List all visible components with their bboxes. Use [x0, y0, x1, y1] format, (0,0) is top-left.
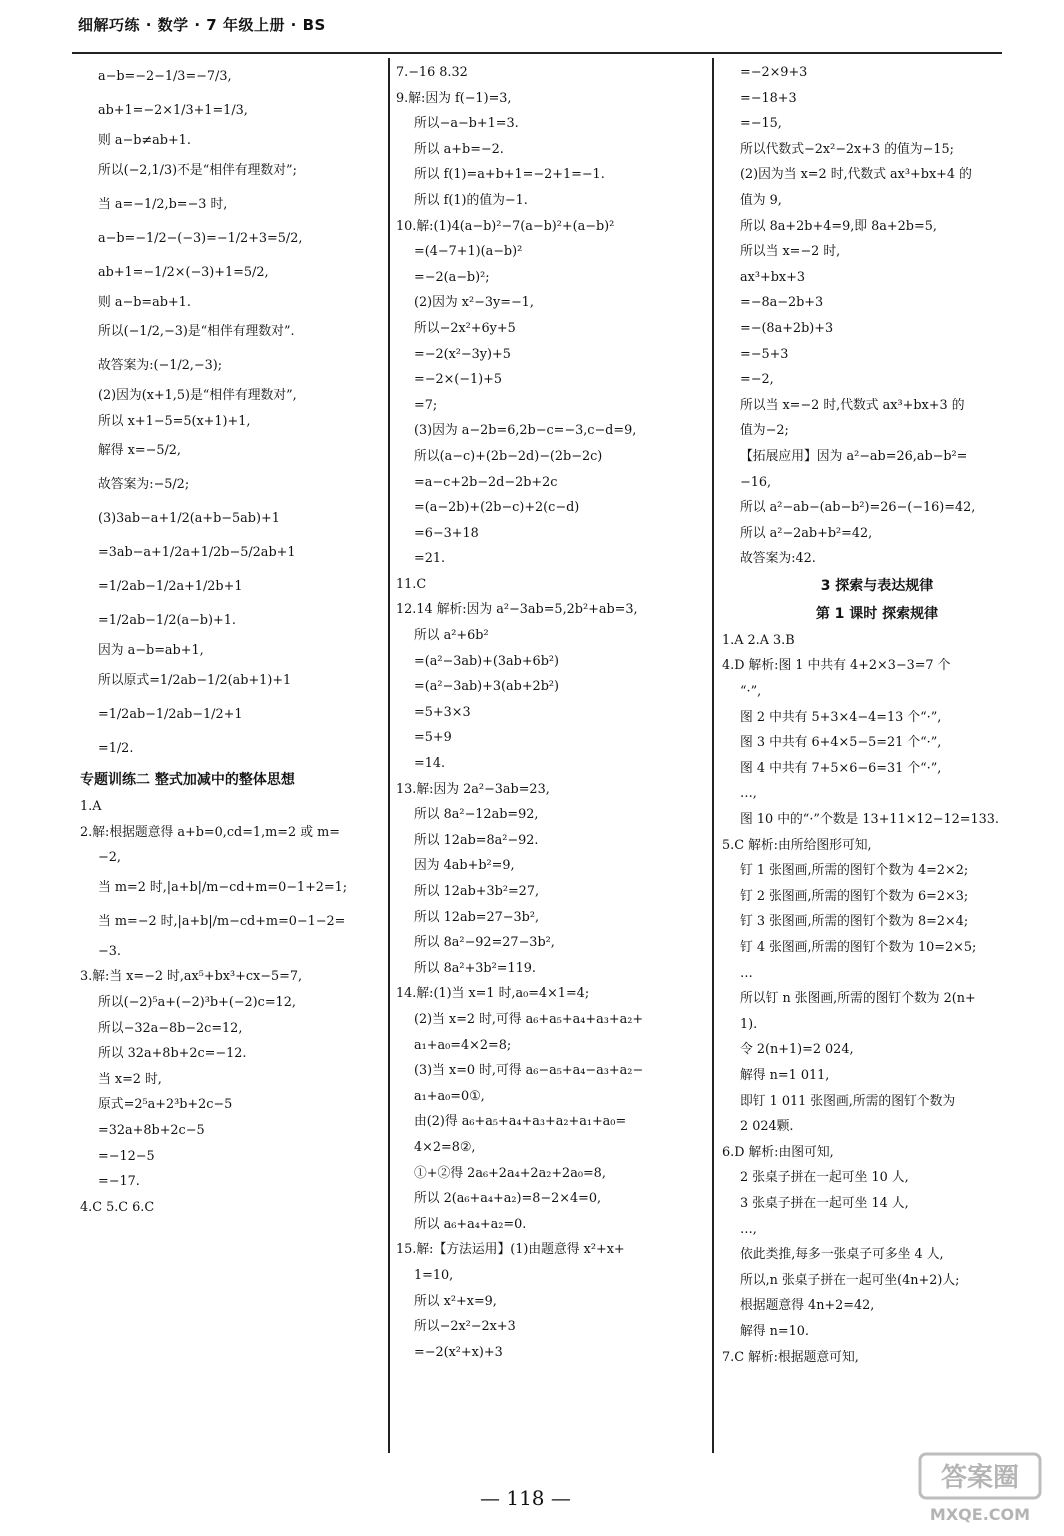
text-line: =a−c+2b−2d−2b+2c: [414, 474, 558, 490]
text-line: a₁+a₀=0①,: [414, 1088, 485, 1104]
text-line: 由(2)得 a₆+a₅+a₄+a₃+a₂+a₁+a₀=: [414, 1114, 627, 1130]
text-line: …,: [740, 786, 757, 802]
text-line: 钉 2 张图画,所需的图钉个数为 6=2×3;: [740, 888, 969, 904]
section-heading: 专题训练二 整式加减中的整体思想: [80, 771, 295, 788]
text-line: 解得 n=1 011,: [740, 1067, 830, 1083]
text-line: 3.解:当 x=−2 时,ax⁵+bx³+cx−5=7,: [80, 969, 303, 985]
text-line: a₁+a₀=4×2=8;: [414, 1037, 512, 1053]
text-line: =1/2ab−1/2a+1/2b+1: [98, 579, 243, 595]
text-line: 所以钉 n 张图画,所需的图钉个数为 2(n+: [740, 991, 976, 1007]
column-divider: [712, 58, 714, 1453]
text-line: 所以−2x²−2x+3: [414, 1319, 516, 1335]
text-line: −16,: [740, 474, 772, 490]
text-line: 钉 4 张图画,所需的图钉个数为 10=2×5;: [740, 940, 977, 955]
text-line: 3 张桌子拼在一起可坐 14 人,: [740, 1195, 909, 1211]
text-line: (3)因为 a−2b=6,2b−c=−3,c−d=9,: [414, 423, 637, 439]
text-line: =21.: [414, 551, 446, 567]
text-line: 所以−2x²+6y+5: [414, 320, 516, 336]
text-line: 当 m=2 时,|a+b|/m−cd+m=0−1+2=1;: [98, 879, 348, 895]
text-line: ①+②得 2a₆+2a₄+2a₂+2a₀=8,: [414, 1165, 606, 1181]
text-line: 所以 32a+8b+2c=−12.: [98, 1046, 247, 1062]
text-line: 5.C 解析:由所给图形可知,: [722, 837, 872, 853]
svg-text:答案圈: 答案圈: [940, 1463, 1020, 1493]
text-line: =−17.: [98, 1174, 140, 1190]
text-line: −3.: [98, 943, 121, 959]
text-line: =3ab−a+1/2a+1/2b−5/2ab+1: [98, 545, 296, 561]
text-line: 所以 f(1)=a+b+1=−2+1=−1.: [414, 167, 605, 183]
text-line: 故答案为:−5/2;: [98, 477, 190, 493]
text-line: 2 024颗.: [740, 1119, 794, 1135]
text-line: 所以 a₆+a₄+a₂=0.: [414, 1216, 527, 1232]
text-line: =−2(x²−3y)+5: [414, 346, 511, 362]
text-line: 所以−32a−8b−2c=12,: [98, 1020, 243, 1036]
text-line: 所以 8a²−12ab=92,: [414, 807, 539, 823]
text-line: 所以−a−b+1=3.: [414, 116, 519, 132]
text-line: 13.解:因为 2a²−3ab=23,: [396, 781, 550, 797]
text-line: (2)因为(x+1,5)是“相伴有理数对”,: [98, 388, 297, 404]
text-line: 7.C 解析:根据题意可知,: [722, 1349, 859, 1365]
text-line: 15.解:【方法运用】(1)由题意得 x²+x+: [396, 1242, 625, 1258]
text-line: 当 x=2 时,: [98, 1071, 162, 1087]
text-line: 值为 9,: [740, 192, 782, 208]
svg-text:MXQE.COM: MXQE.COM: [929, 1505, 1031, 1524]
text-line: 11.C: [396, 576, 427, 592]
text-line: 钉 3 张图画,所需的图钉个数为 8=2×4;: [740, 914, 969, 930]
text-line: =6−3+18: [414, 525, 479, 541]
text-line: 所以 a²+6b²: [414, 628, 489, 644]
text-line: 所以 8a²−92=27−3b²,: [414, 935, 555, 951]
text-line: 9.解:因为 f(−1)=3,: [396, 90, 512, 106]
text-line: =−(8a+2b)+3: [740, 320, 834, 336]
text-line: =−2(a−b)²;: [414, 269, 490, 285]
page-number: — 118 —: [480, 1486, 571, 1510]
text-line: =−2,: [740, 372, 774, 388]
text-line: 图 3 中共有 6+4×5−5=21 个“·”,: [740, 735, 942, 751]
text-line: 当 m=−2 时,|a+b|/m−cd+m=0−1−2=: [98, 913, 346, 929]
text-line: 原式=2⁵a+2³b+2c−5: [98, 1097, 233, 1113]
text-line: =−12−5: [98, 1148, 155, 1164]
text-line: (2)因为当 x=2 时,代数式 ax³+bx+4 的: [740, 167, 972, 183]
text-line: 1).: [740, 1016, 758, 1032]
text-line: =1/2ab−1/2(a−b)+1.: [98, 613, 236, 629]
text-line: 解得 x=−5/2,: [98, 443, 181, 459]
text-line: 图 10 中的“·”个数是 13+11×12−12=133.: [740, 812, 999, 828]
text-line: 1=10,: [414, 1267, 454, 1283]
text-line: =(4−7+1)(a−b)²: [414, 244, 523, 260]
text-line: 故答案为:42.: [740, 551, 816, 567]
text-line: 1.A: [80, 798, 102, 814]
text-line: 所以 2(a₆+a₄+a₂)=8−2×4=0,: [414, 1191, 602, 1207]
text-line: 2.解:根据题意得 a+b=0,cd=1,m=2 或 m=: [80, 824, 340, 840]
section-heading: 3 探索与表达规律: [820, 577, 934, 594]
column-left: [80, 60, 390, 1450]
text-line: 所以(−2,1/3)不是“相伴有理数对”;: [98, 162, 297, 178]
text-line: =32a+8b+2c−5: [98, 1122, 205, 1138]
text-line: ax³+bx+3: [740, 269, 805, 285]
text-line: 则 a−b≠ab+1.: [98, 133, 191, 148]
text-line: =14.: [414, 756, 446, 772]
text-line: 6.D 解析:由图可知,: [722, 1144, 834, 1160]
text-line: 所以原式=1/2ab−1/2(ab+1)+1: [98, 672, 292, 688]
text-line: 所以,n 张桌子拼在一起可坐(4n+2)人;: [740, 1272, 960, 1288]
text-line: …: [740, 965, 753, 981]
text-line: 2 张桌子拼在一起可坐 10 人,: [740, 1170, 909, 1186]
text-line: 所以 12ab+3b²=27,: [414, 884, 540, 899]
text-line: 则 a−b=ab+1.: [98, 294, 191, 310]
text-line: 14.解:(1)当 x=1 时,a₀=4×1=4;: [396, 986, 590, 1002]
text-line: 钉 1 张图画,所需的图钉个数为 4=2×2;: [740, 863, 969, 879]
text-line: =−5+3: [740, 346, 789, 362]
text-line: =(a²−3ab)+(3ab+6b²): [414, 653, 560, 669]
text-line: =−18+3: [740, 90, 797, 106]
text-line: 所以 x²+x=9,: [414, 1293, 497, 1309]
text-line: a−b=−1/2−(−3)=−1/2+3=5/2,: [98, 230, 303, 246]
text-line: =−2(x²+x)+3: [414, 1344, 503, 1360]
text-line: −2,: [98, 850, 121, 866]
text-line: =5+3×3: [414, 704, 471, 720]
text-line: =1/2.: [98, 740, 134, 756]
text-line: 故答案为:(−1/2,−3);: [98, 358, 223, 374]
text-line: 所以(−1/2,−3)是“相伴有理数对”.: [98, 324, 295, 340]
text-line: 所以 12ab=8a²−92.: [414, 832, 539, 848]
text-line: 所以(−2)⁵a+(−2)³b+(−2)c=12,: [98, 994, 296, 1010]
header-rule: [72, 52, 1002, 54]
text-line: 图 4 中共有 7+5×6−6=31 个“·”,: [740, 760, 942, 776]
column-middle: [396, 60, 706, 1450]
text-line: 因为 a−b=ab+1,: [98, 643, 204, 659]
text-line: 所以 x+1−5=5(x+1)+1,: [98, 413, 251, 429]
text-line: 4.C 5.C 6.C: [80, 1199, 155, 1215]
text-line: 所以代数式−2x²−2x+3 的值为−15;: [740, 141, 954, 157]
text-line: ab+1=−1/2×(−3)+1=5/2,: [98, 264, 269, 280]
text-line: 所以当 x=−2 时,代数式 ax³+bx+3 的: [740, 397, 965, 413]
watermark-logo: [916, 1448, 1044, 1528]
text-line: “·”,: [740, 684, 762, 700]
text-line: 即钉 1 011 张图画,所需的图钉个数为: [740, 1093, 956, 1109]
section-heading: 第 1 课时 探索规律: [815, 605, 939, 622]
text-line: 因为 4ab+b²=9,: [414, 858, 515, 874]
column-divider: [388, 58, 390, 1453]
text-line: 10.解:(1)4(a−b)²−7(a−b)²+(a−b)²: [396, 218, 615, 234]
text-line: =−2×9+3: [740, 65, 808, 80]
text-line: (3)3ab−a+1/2(a+b−5ab)+1: [98, 511, 280, 527]
text-line: 12.14 解析:因为 a²−3ab=5,2b²+ab=3,: [396, 602, 638, 618]
text-line: 所以 8a+2b+4=9,即 8a+2b=5,: [740, 218, 937, 234]
text-line: =(a−2b)+(2b−c)+2(c−d): [414, 500, 580, 516]
running-header: 细解巧练 · 数学 · 7 年级上册 · BS: [78, 16, 326, 34]
text-line: (2)当 x=2 时,可得 a₆+a₅+a₄+a₃+a₂+: [414, 1011, 644, 1027]
text-line: a−b=−2−1/3=−7/3,: [98, 69, 232, 84]
text-line: 所以 a²−2ab+b²=42,: [740, 525, 873, 541]
text-line: 所以 f(1)的值为−1.: [414, 192, 528, 208]
text-line: 所以 12ab=27−3b²,: [414, 909, 540, 925]
text-line: 当 a=−1/2,b=−3 时,: [98, 196, 228, 212]
text-line: =(a²−3ab)+3(ab+2b²): [414, 679, 560, 695]
text-line: …,: [740, 1221, 757, 1237]
text-line: 所以当 x=−2 时,: [740, 244, 841, 260]
text-line: 解得 n=10.: [740, 1323, 809, 1339]
text-line: 值为−2;: [740, 423, 789, 439]
text-line: 【拓展应用】因为 a²−ab=26,ab−b²=: [740, 448, 968, 464]
text-line: ab+1=−2×1/3+1=1/3,: [98, 103, 248, 118]
text-line: 依此类推,每多一张桌子可多坐 4 人,: [740, 1247, 944, 1263]
text-line: =7;: [414, 397, 438, 413]
text-line: =−2×(−1)+5: [414, 372, 503, 388]
text-line: 令 2(n+1)=2 024,: [740, 1042, 854, 1058]
text-line: (3)当 x=0 时,可得 a₆−a₅+a₄−a₃+a₂−: [414, 1063, 644, 1079]
text-line: =5+9: [414, 730, 452, 746]
text-line: 所以(a−c)+(2b−2d)−(2b−2c): [414, 448, 603, 464]
text-line: =−8a−2b+3: [740, 295, 824, 311]
text-line: 4×2=8②,: [414, 1139, 476, 1155]
text-line: =1/2ab−1/2ab−1/2+1: [98, 706, 243, 722]
text-line: 根据题意得 4n+2=42,: [740, 1298, 875, 1314]
text-line: 所以 a+b=−2.: [414, 141, 504, 157]
text-line: 所以 a²−ab−(ab−b²)=26−(−16)=42,: [740, 500, 976, 516]
text-line: 1.A 2.A 3.B: [722, 632, 795, 648]
text-line: 所以 8a²+3b²=119.: [414, 960, 536, 976]
column-right: [722, 60, 1032, 1450]
text-line: 4.D 解析:图 1 中共有 4+2×3−3=7 个: [722, 658, 951, 674]
text-line: =−15,: [740, 116, 782, 132]
text-line: 7.−16 8.32: [396, 65, 468, 80]
text-line: 图 2 中共有 5+3×4−4=13 个“·”,: [740, 709, 942, 725]
text-line: (2)因为 x²−3y=−1,: [414, 295, 534, 311]
